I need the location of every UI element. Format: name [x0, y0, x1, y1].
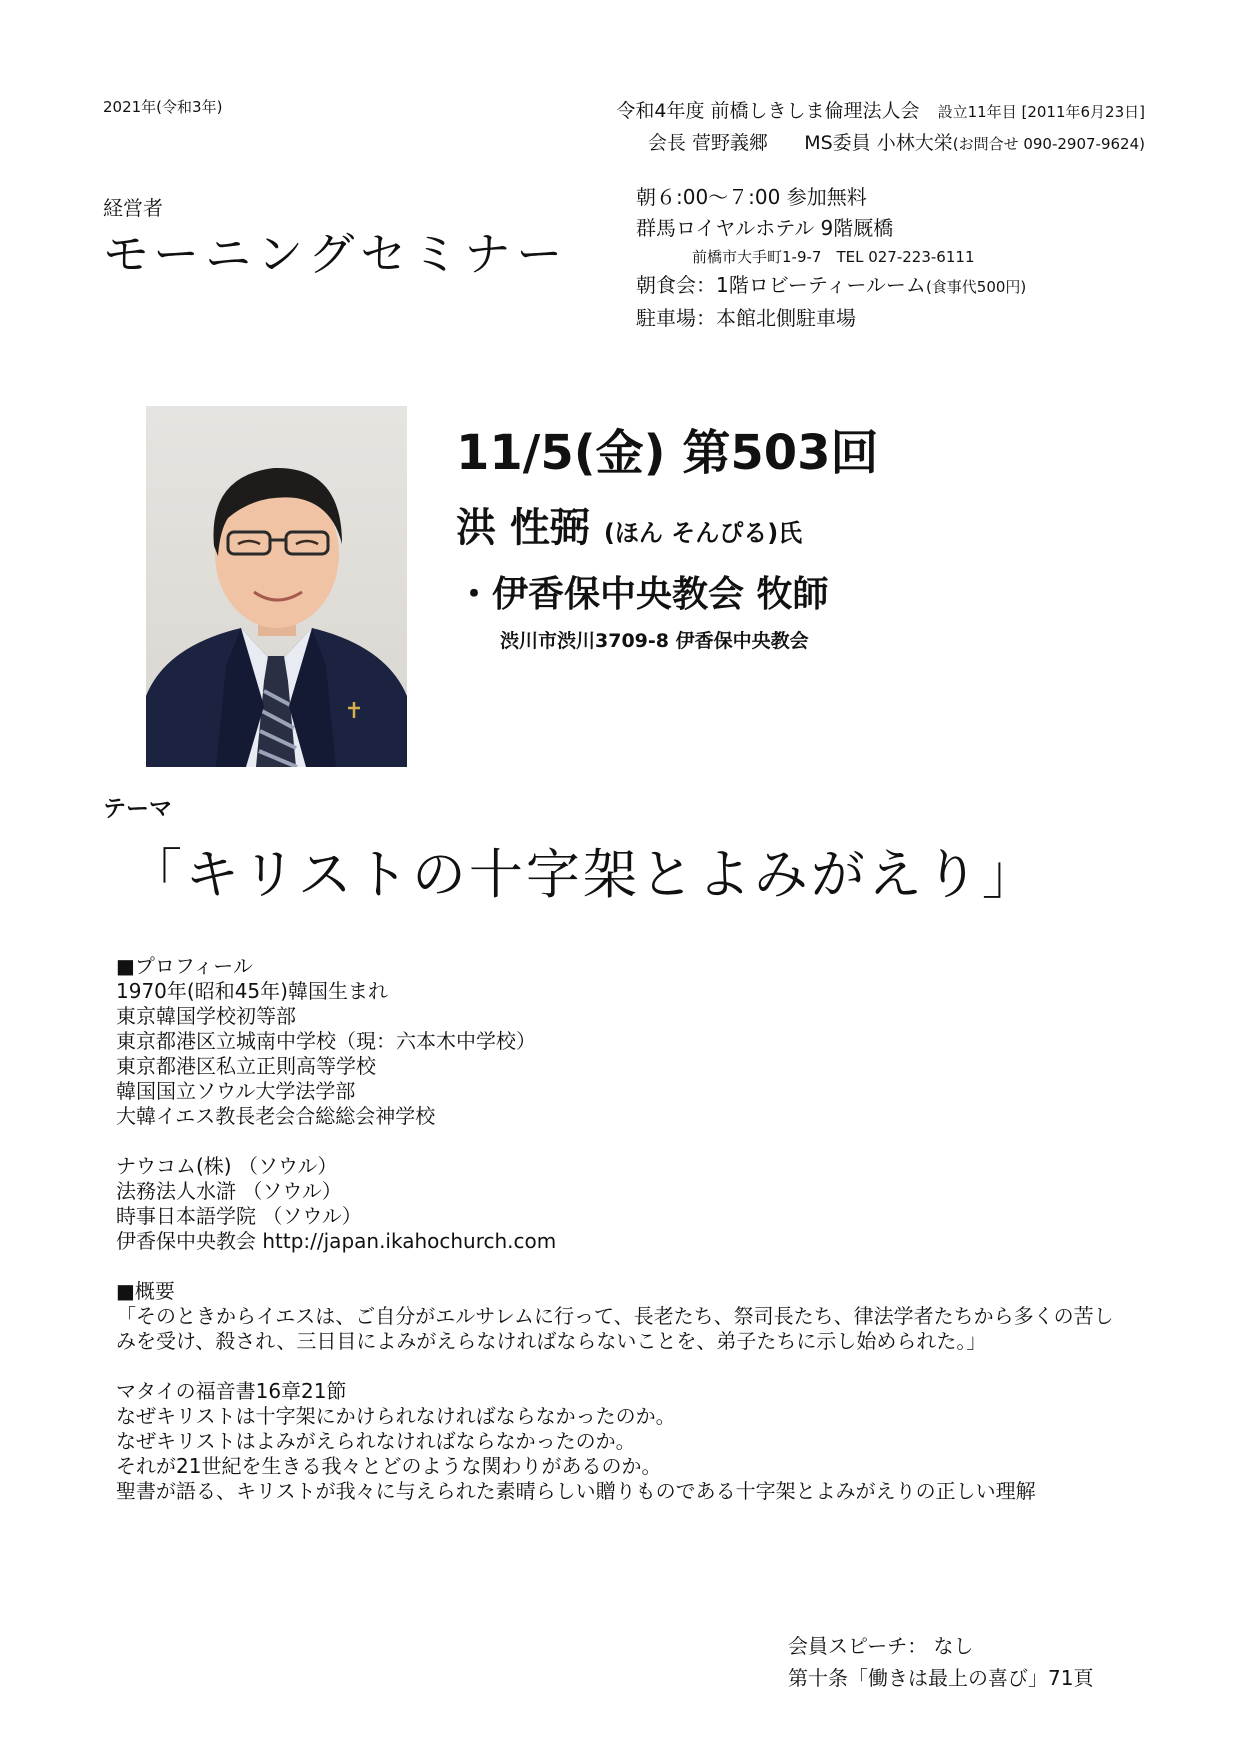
profile-heading: ■プロフィール: [116, 954, 253, 978]
speaker-name-line: [456, 496, 802, 553]
speaker-name: 洪 性弼: [456, 505, 590, 551]
article-reference: 第十条「働きは最上の喜び」71頁: [788, 1666, 1094, 1690]
summary-quote: 「そのときからイエスは、ご自分がエルサレムに行って、長老たち、祭司長たち、律法学者たちから多くの苦しみを受け、殺され、三日目によみがえらなければならないことを、弟子たちに示し始められた。」: [116, 1304, 1114, 1353]
parking-info: 駐車場：本館北側駐車場: [636, 306, 856, 330]
event-date-session: 11/5(金) 第503回: [456, 425, 879, 481]
summary-line: なぜキリストは十字架にかけられなければならなかったのか。: [116, 1404, 676, 1428]
career-line: 時事日本語学院 （ソウル）: [116, 1204, 362, 1228]
profile-line: 大韓イエス教長老会合総総会神学校: [116, 1104, 436, 1128]
profile-line: 1970年(昭和45年)韓国生まれ: [116, 979, 388, 1003]
event-time: 朝６:00～７:00 参加無料: [636, 185, 867, 209]
member-speech: 会員スピーチ： なし: [788, 1634, 974, 1658]
contact-phone: (お問合せ 090-2907-9624): [952, 135, 1145, 153]
spacer: [116, 1254, 1126, 1279]
ms-member: MS委員 小林大栄: [804, 132, 953, 154]
summary-line: それが21世紀を生きる我々とどのような関わりがあるのか。: [116, 1454, 662, 1478]
profile-line: 東京韓国学校初等部: [116, 1004, 296, 1028]
event-venue: 群馬ロイヤルホテル 9階厩橋: [636, 216, 894, 240]
org-header: [616, 96, 1145, 123]
career-line: 法務法人水滸 （ソウル）: [116, 1179, 342, 1203]
speaker-role: ・伊香保中央教会 牧師: [456, 574, 829, 615]
seminar-label: 経営者: [103, 196, 163, 220]
officers-line: [648, 128, 1145, 155]
org-established: 設立11年目 [2011年6月23日]: [937, 103, 1145, 121]
theme-title: 「キリストの十字架とよみがえり」: [128, 843, 1039, 906]
footer: [788, 1630, 1093, 1694]
church-address: 渋川市渋川3709-8 伊香保中央教会: [500, 630, 809, 652]
body-text: [116, 954, 1126, 1504]
career-line: 伊香保中央教会 http://japan.ikahochurch.com: [116, 1229, 557, 1253]
breakfast-label: 朝食会：1階ロビーティールーム: [636, 273, 926, 297]
summary-heading: ■概要: [116, 1279, 175, 1303]
breakfast-info: [636, 270, 1026, 303]
speaker-portrait-image: [146, 406, 407, 767]
profile-line: 韓国国立ソウル大学法学部: [116, 1079, 356, 1103]
theme-label: テーマ: [103, 796, 172, 822]
profile-line: 東京都港区立城南中学校（現：六本木中学校）: [116, 1029, 536, 1053]
career-line: ナウコム(株) （ソウル）: [116, 1154, 338, 1178]
chairman: 会長 菅野義郷: [647, 132, 768, 154]
speaker-honorific: 氏: [778, 519, 803, 547]
seminar-title: モーニングセミナー: [103, 227, 569, 281]
year-label: 2021年(令和3年): [103, 98, 223, 116]
org-name: 令和4年度 前橋しきしま倫理法人会: [616, 100, 920, 122]
summary-source: マタイの福音書16章21節: [116, 1379, 347, 1403]
breakfast-fee: (食事代500円): [925, 278, 1027, 296]
speaker-reading: (ほん そんぴる): [603, 519, 779, 547]
profile-line: 東京都港区私立正則高等学校: [116, 1054, 376, 1078]
summary-line: 聖書が語る、キリストが我々に与えられた素晴らしい贈りものである十字架とよみがえりの正しい理解: [116, 1479, 1036, 1503]
venue-address: 前橋市大手町1-9-7 TEL 027-223-6111: [692, 248, 975, 266]
spacer: [116, 1129, 1126, 1154]
summary-line: なぜキリストはよみがえられなければならなかったのか。: [116, 1429, 636, 1453]
event-info: [636, 182, 1026, 334]
spacer: [116, 1354, 1126, 1379]
speaker-photo: [146, 406, 407, 767]
